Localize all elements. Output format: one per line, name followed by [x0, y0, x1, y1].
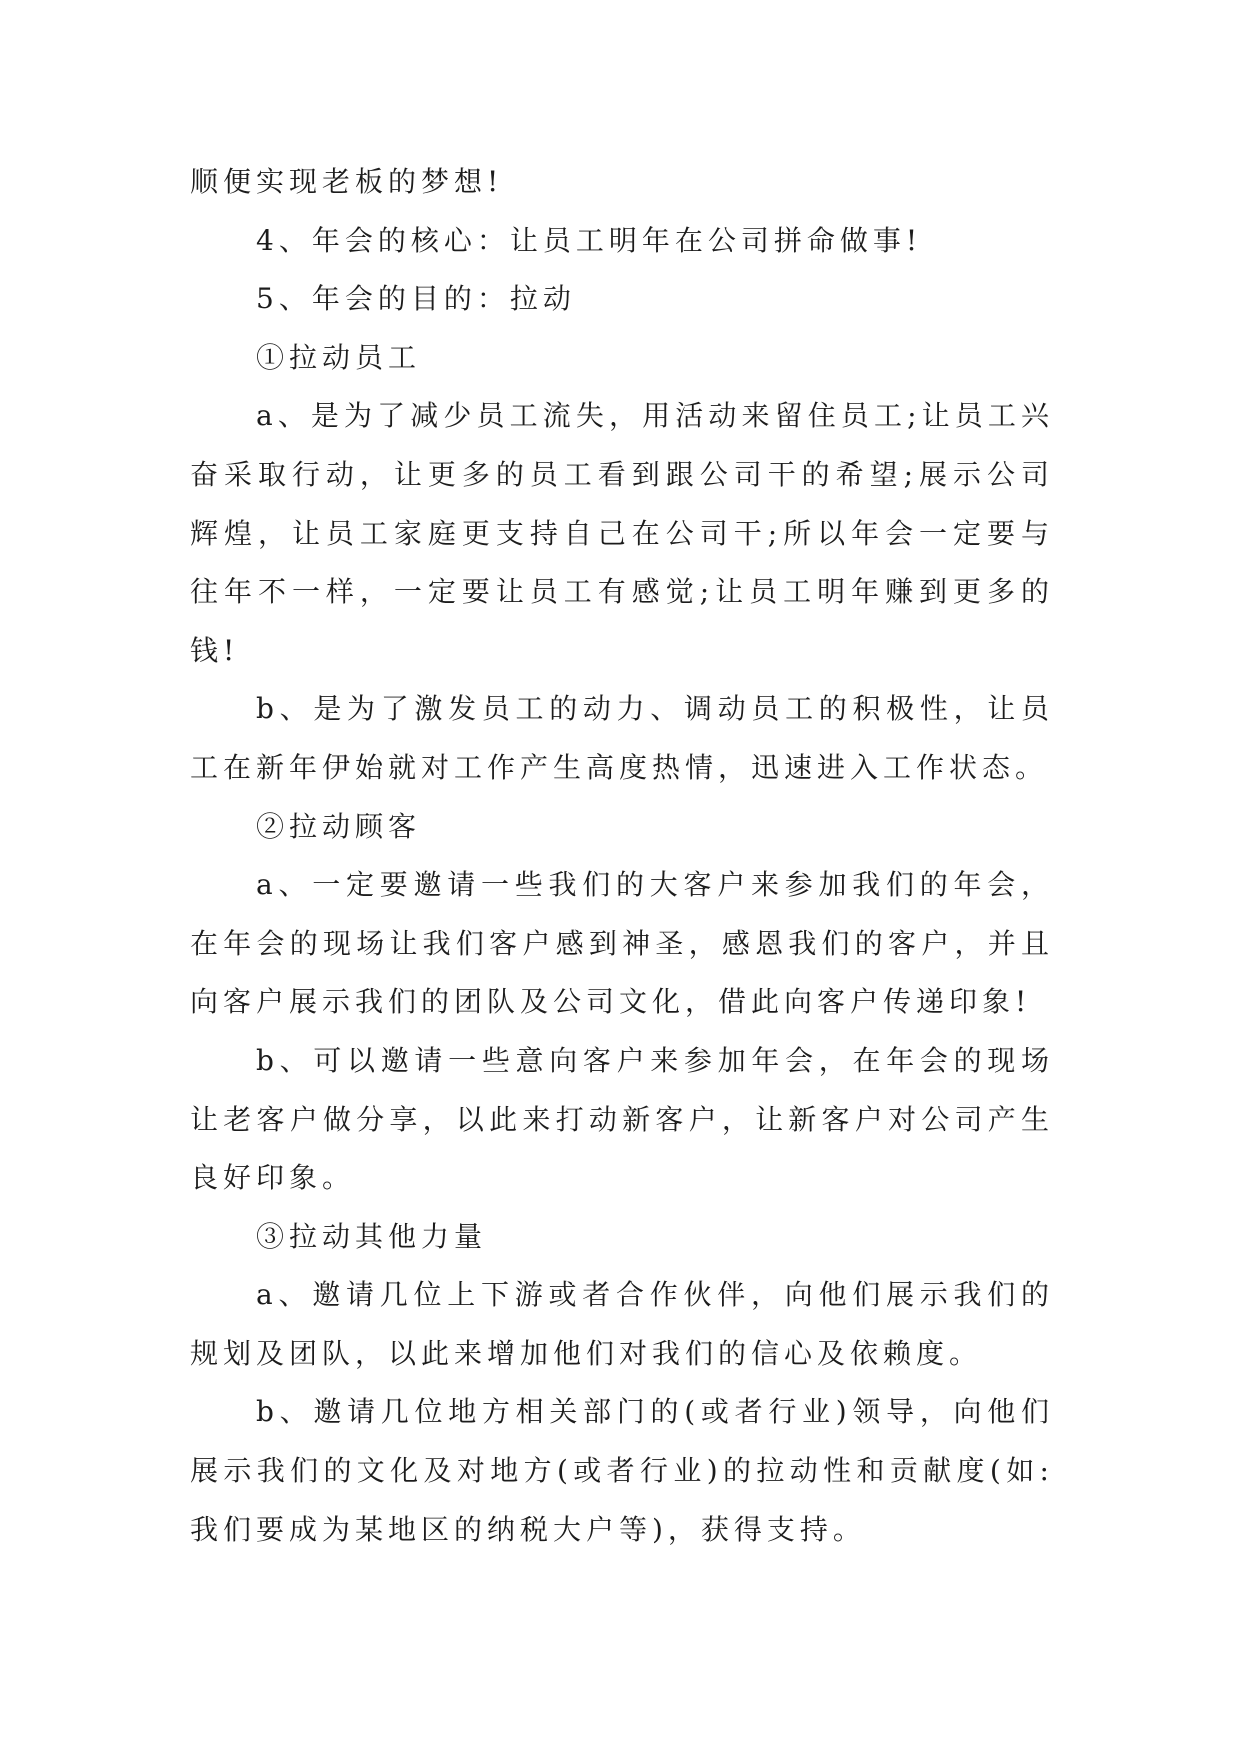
text-line: a、是为了减少员工流失，用活动来留住员工;让员工兴	[256, 399, 1054, 433]
text-line: 我们要成为某地区的纳税大户等)，获得支持。	[190, 1512, 866, 1546]
section-heading	[190, 798, 1054, 857]
text-line: 钱!	[190, 633, 240, 667]
paragraph	[190, 1266, 1054, 1383]
text-line: b、邀请几位地方相关部门的(或者行业)领导，向他们	[256, 1395, 1054, 1429]
paragraph	[190, 856, 1054, 1032]
paragraph	[190, 1383, 1054, 1559]
paragraph	[190, 387, 1054, 680]
document-body	[190, 153, 1054, 1559]
text-line: 展示我们的文化及对地方(或者行业)的拉动性和贡献度(如:	[190, 1454, 1054, 1488]
text-line: 良好印象。	[190, 1161, 356, 1195]
text-line: 在年会的现场让我们客户感到神圣，感恩我们的客户，并且	[190, 926, 1054, 960]
section-heading-text: ③拉动其他力量	[256, 1219, 488, 1253]
text-line: 工在新年伊始就对工作产生高度热情，迅速进入工作状态。	[190, 750, 1049, 784]
section-heading-text: ①拉动员工	[256, 340, 422, 374]
text-line: b、是为了激发员工的动力、调动员工的积极性，让员	[256, 692, 1054, 726]
paragraph	[190, 212, 1054, 271]
text-line: b、可以邀请一些意向客户来参加年会，在年会的现场	[256, 1043, 1054, 1077]
text-line: 向客户展示我们的团队及公司文化，借此向客户传递印象!	[190, 985, 1032, 1019]
paragraph	[190, 1032, 1054, 1208]
text-line: 规划及团队，以此来增加他们对我们的信心及依赖度。	[190, 1336, 983, 1370]
paragraph	[190, 680, 1054, 797]
text-line: 5、年会的目的：拉动	[256, 282, 576, 316]
text-line: 4、年会的核心：让员工明年在公司拼命做事!	[256, 223, 923, 257]
text-line: 顺便实现老板的梦想!	[190, 165, 504, 198]
text-line: 奋采取行动，让更多的员工看到跟公司干的希望;展示公司	[190, 457, 1054, 491]
text-line: a、一定要邀请一些我们的大客户来参加我们的年会，	[256, 868, 1054, 902]
section-heading	[190, 1208, 1054, 1267]
paragraph	[190, 270, 1054, 329]
paragraph	[190, 153, 1054, 212]
section-heading	[190, 329, 1054, 388]
section-heading-text: ②拉动顾客	[256, 809, 422, 843]
text-line: a、邀请几位上下游或者合作伙伴，向他们展示我们的	[256, 1278, 1054, 1312]
text-line: 让老客户做分享，以此来打动新客户，让新客户对公司产生	[190, 1102, 1054, 1136]
text-line: 辉煌，让员工家庭更支持自己在公司干;所以年会一定要与	[190, 516, 1054, 550]
text-line: 往年不一样，一定要让员工有感觉;让员工明年赚到更多的	[190, 575, 1054, 609]
